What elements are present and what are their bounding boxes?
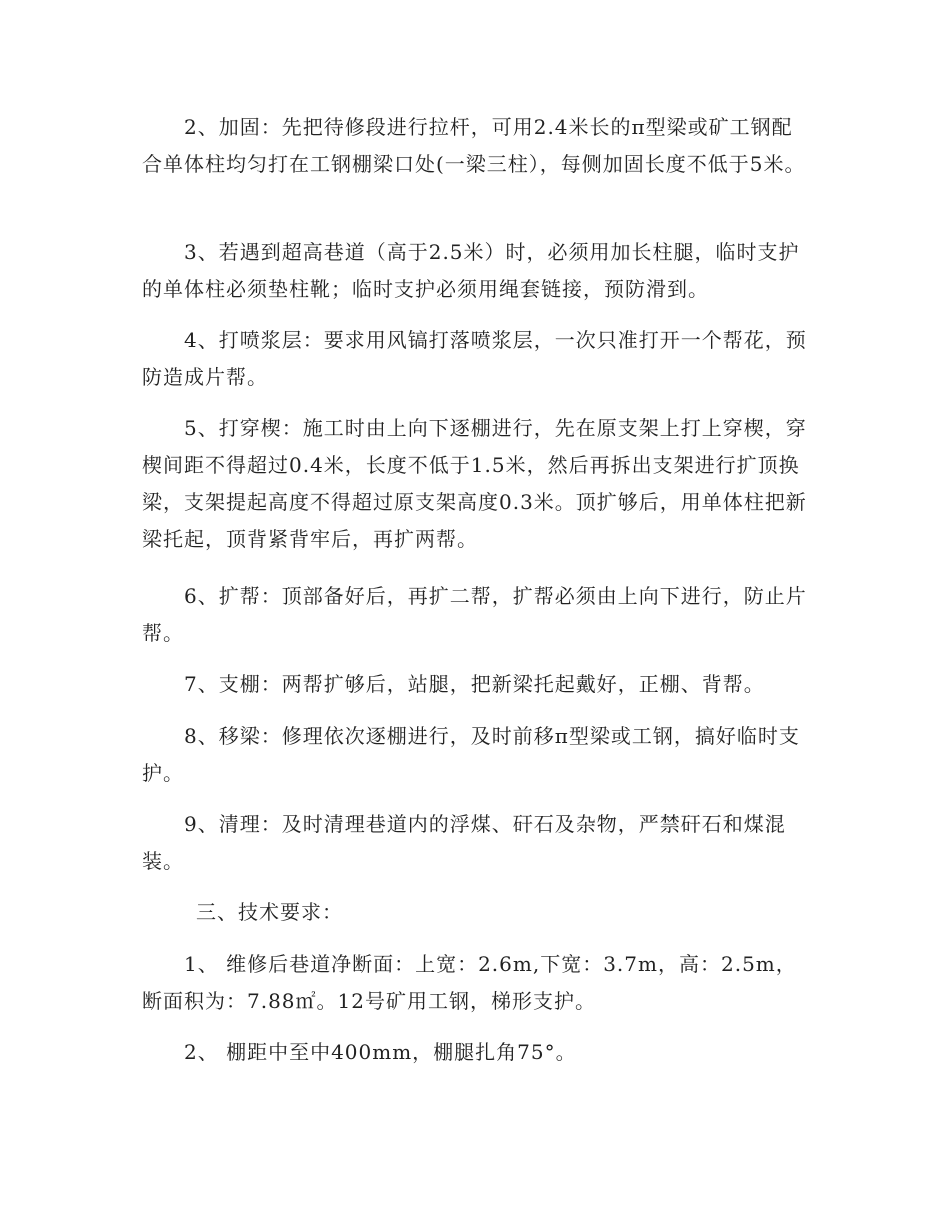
paragraph-beam-moving: 8、移梁：修理依次逐棚进行，及时前移π型梁或工钢，搞好临时支护。 [142,724,800,785]
paragraph-cross-section: 1、 维修后巷道净断面：上宽：2.6m,下宽：3.7m，高：2.5m，断面积为：7.88㎡。12号矿用工钢，梯形支护。 [142,952,797,1013]
paragraph-shed-support: 7、支棚：两帮扩够后，站腿，把新梁托起戴好，正棚、背帮。 [184,672,765,696]
paragraph-cleanup: 9、清理：及时清理巷道内的浮煤、矸石及杂物，严禁矸石和煤混装。 [142,812,786,873]
paragraph-side-expansion: 6、扩帮：顶部备好后，再扩二帮，扩帮必须由上向下进行，防止片帮。 [142,584,807,645]
paragraph-shotcrete-removal: 4、打喷浆层：要求用风镐打落喷浆层，一次只准打开一个帮花，预防造成片帮。 [142,328,807,389]
paragraph-reinforcement: 2、加固：先把待修段进行拉杆，可用2.4米长的π型梁或矿工钢配合单体柱均匀打在工钢棚梁口处(一梁三柱），每侧加固长度不低于5米。 [142,115,806,176]
paragraph-wedge-driving: 5、打穿楔：施工时由上向下逐棚进行，先在原支架上打上穿楔，穿楔间距不得超过0.4米，长度不低于1.5米，然后再拆出支架进行扩顶换梁，支架提起高度不得超过原支架高度0.3米。顶扩够后，用单体柱把新梁托起，顶背紧背牢后，再扩两帮。 [142,416,807,551]
section-heading-technical-requirements: 三、技术要求： [196,900,343,924]
paragraph-high-roadway: 3、若遇到超高巷道（高于2.5米）时，必须用加长柱腿，临时支护的单体柱必须垫柱靴；临时支护必须用绳套链接，预防滑到。 [142,240,800,301]
paragraph-shed-spacing: 2、 棚距中至中400mm，棚腿扎角75°。 [184,1040,577,1064]
